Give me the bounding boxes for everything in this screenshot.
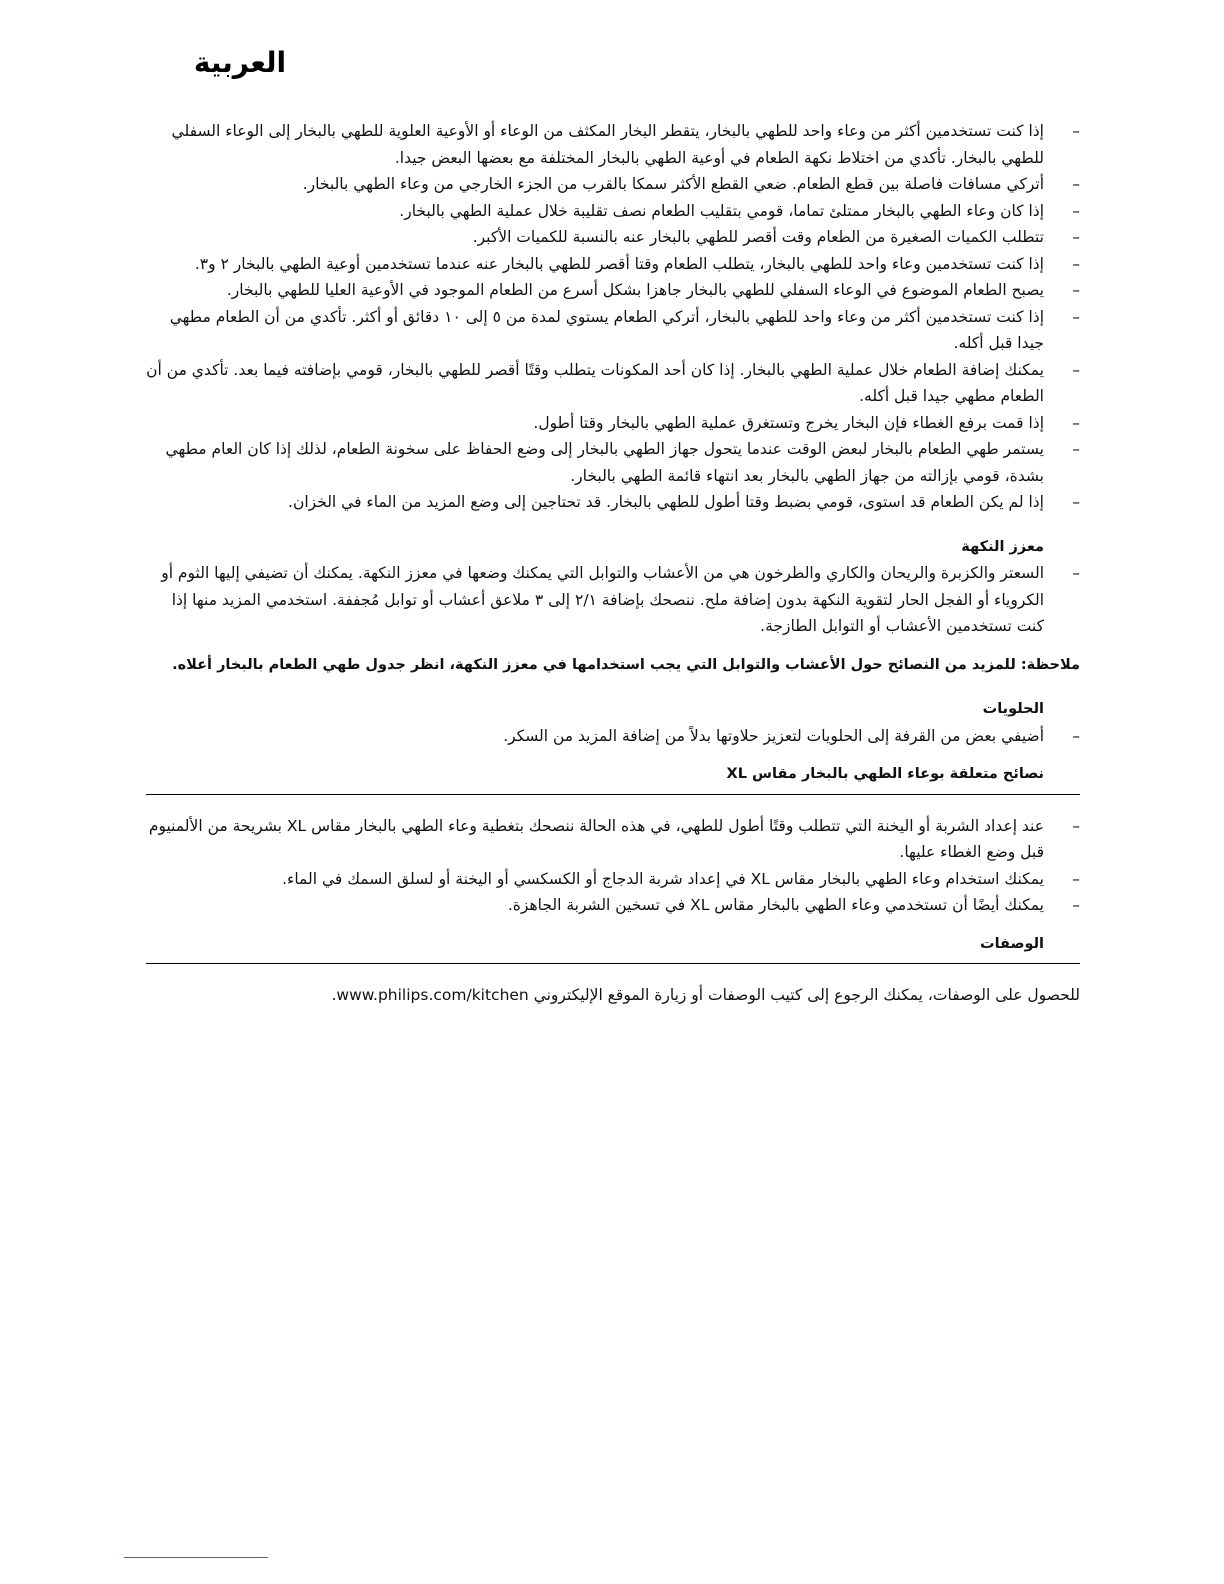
dash-bullet: – <box>1072 493 1080 511</box>
flavour-booster-heading: معزز النكهة <box>961 538 1044 555</box>
dash-bullet: – <box>1072 228 1080 246</box>
list-item: – إذا قمت برفع الغطاء فإن البخار يخرج وتستغرق عملية الطهي بالبخار وقتا أطول. <box>146 410 1080 437</box>
desserts-list <box>146 723 1080 750</box>
list-item: – إذا كنت تستخدمين أكثر من وعاء واحد للطهي بالبخار، أتركي الطعام يستوي لمدة من ٥ إلى ١٠ دقائق أو أكثر. تأكدي من أن الطعام مطهي جيدا قبل أكله. <box>146 304 1080 357</box>
list-item: – يمكنك استخدام وعاء الطهي بالبخار مقاس XL في إعداد شربة الدجاج أو الكسكسي أو اليخنة أو لسلق السمك في الماء. <box>146 866 1080 893</box>
list-item: – يمكنك إضافة الطعام خلال عملية الطهي بالبخار. إذا كان أحد المكونات يتطلب وقتًا أقصر للطهي بالبخار، قومي بإضافته فيما بعد. تأكدي من أن الطعام مطهي جيدا قبل أكله. <box>146 357 1080 410</box>
dash-bullet: – <box>1072 201 1080 220</box>
list-item: – يمكنك أيضًا أن تستخدمي وعاء الطهي بالبخار مقاس XL في تسخين الشربة الجاهزة. <box>146 892 1080 919</box>
list-item: – السعتر والكزبرة والريحان والكاري والطرخون هي من الأعشاب والتوابل التي يمكنك وضعها في معزز النكهة. يمكنك أن تضيفي إليها الثوم أو الكروياء أو الفجل الحار لتقوية النكهة بدون إضافة ملح. ننصحك بإضافة ٢/١ إلى ٣ ملاعق أعشاب أو توابل مُجففة. استخدمي المزيد منها إذا كنت تستخدمين الأعشاب أو التوابل الطازجة. <box>146 560 1080 640</box>
list-item: – إذا كنت تستخدمين وعاء واحد للطهي بالبخار، يتطلب الطعام وقتا أقصر للطهي بالبخار عنه عندما تستخدمين أوعية الطهي بالبخار ٢ و٣. <box>146 251 1080 278</box>
page-content <box>146 118 1080 1009</box>
footer-rule <box>124 1557 268 1558</box>
dash-bullet: – <box>1072 254 1080 273</box>
list-item: – تتطلب الكميات الصغيرة من الطعام وقت أقصر للطهي بالبخار عنه بالنسبة للكميات الأكبر. <box>146 224 1080 251</box>
tips-list <box>146 118 1080 516</box>
list-item: – أضيفي بعض من القرفة إلى الحلويات لتعزيز حلاوتها بدلاً من إضافة المزيد من السكر. <box>146 723 1080 750</box>
desserts-heading: الحلويات <box>982 701 1044 717</box>
list-item: – عند إعداد الشربة أو اليخنة التي تتطلب وقتًا أطول للطهي، في هذه الحالة ننصحك بتغطية وعاء الطهي بالبخار مقاس XL بشريحة من الألمنيوم قبل وضع الغطاء عليها. <box>146 813 1080 866</box>
dash-bullet: – <box>1072 413 1080 432</box>
dash-bullet: – <box>1072 360 1080 379</box>
dash-bullet: – <box>1072 307 1080 326</box>
list-item: – يستمر طهي الطعام بالبخار لبعض الوقت عندما يتحول جهاز الطهي بالبخار إلى وضع الحفاظ على سخونة الطعام، لذلك إذا كان العام مطهي بشدة، قومي بإزالته من جهاز الطهي بالبخار بعد انتهاء قائمة الطهي بالبخار. <box>146 436 1080 489</box>
dash-bullet: – <box>1072 869 1080 888</box>
dash-bullet: – <box>1072 281 1080 299</box>
recipes-text: للحصول على الوصفات، يمكنك الرجوع إلى كتيب الوصفات أو زيارة الموقع الإليكتروني www.philips.com/kitchen. <box>331 986 1080 1004</box>
dash-bullet: – <box>1072 175 1080 193</box>
dash-bullet: – <box>1072 122 1080 140</box>
list-item: – أتركي مسافات فاصلة بين قطع الطعام. ضعي القطع الأكثر سمكا بالقرب من الجزء الخارجي من وعاء الطهي بالبخار. <box>146 171 1080 198</box>
dash-bullet: – <box>1072 564 1080 582</box>
flavour-note: ملاحظة: للمزيد من النصائح حول الأعشاب والتوابل التي يجب استخدامها في معزز النكهة، انظر جدول طهي الطعام بالبخار أعلاه. <box>172 656 1080 673</box>
list-item: – إذا لم يكن الطعام قد استوى، قومي بضبط وقتا أطول للطهي بالبخار. قد تحتاجين إلى وضع المزيد من الماء في الخزان. <box>146 489 1080 516</box>
list-item: – إذا كان وعاء الطهي بالبخار ممتلئ تماما، قومي بتقليب الطعام نصف تقليبة خلال عملية الطهي بالبخار. <box>146 198 1080 225</box>
dash-bullet: – <box>1072 726 1080 745</box>
list-item: – يصبح الطعام الموضوع في الوعاء السفلي للطهي بالبخار جاهزا بشكل أسرع من الطعام الموجود في الأوعية العليا للطهي بالبخار. <box>146 277 1080 304</box>
list-item: – إذا كنت تستخدمين أكثر من وعاء واحد للطهي بالبخار، يتقطر البخار المكثف من الوعاء أو الأوعية العلوية للطهي بالبخار إلى الوعاء السفلي للطهي بالبخار. تأكدي من اختلاط نكهة الطعام في أوعية الطهي بالبخار المختلفة مع بعضها البعض جيدا. <box>146 118 1080 171</box>
language-title: العربية <box>193 46 287 79</box>
recipes-heading: الوصفات <box>146 931 1080 965</box>
dash-bullet: – <box>1072 816 1080 835</box>
dash-bullet: – <box>1072 440 1080 458</box>
flavour-list <box>146 560 1080 640</box>
xl-tips-heading: نصائح متعلقة بوعاء الطهي بالبخار مقاس XL <box>146 761 1080 795</box>
dash-bullet: – <box>1072 896 1080 914</box>
xl-tips-list <box>146 813 1080 919</box>
